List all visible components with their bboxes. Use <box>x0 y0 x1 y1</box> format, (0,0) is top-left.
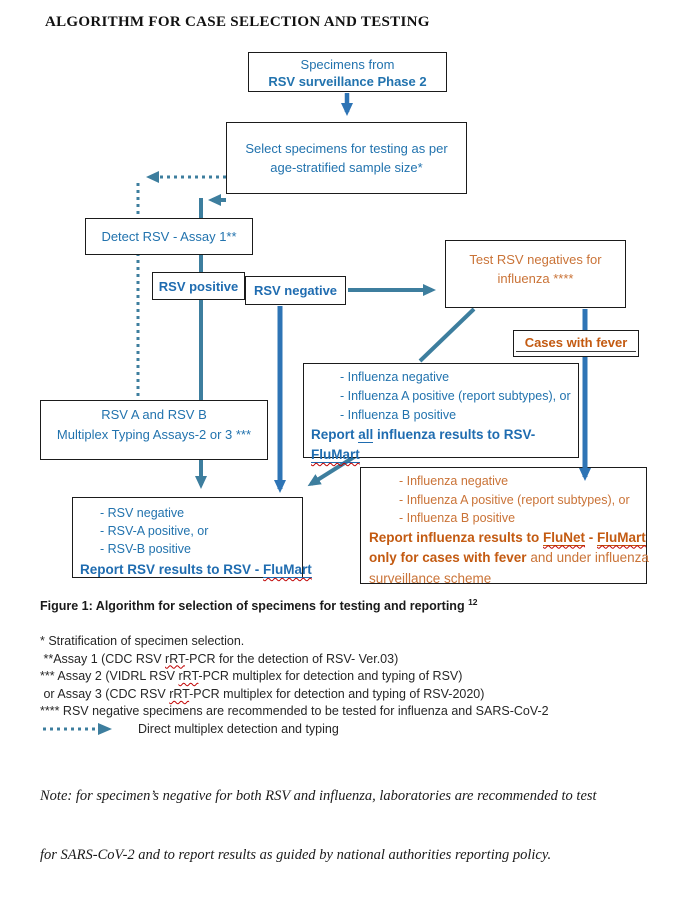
node-specimens <box>248 52 447 92</box>
flu-blue-bullet-1: - Influenza negative <box>340 370 450 384</box>
node-detect-rsv <box>85 218 253 255</box>
node-select-line2: age-stratified sample size* <box>270 160 423 175</box>
node-report-rsv-results <box>72 497 312 578</box>
footnote-line-5: **** RSV negative specimens are recommended to be tested for influenza and SARS-CoV-2 <box>40 704 549 719</box>
node-specimens-line1: Specimens from <box>300 57 395 72</box>
footnote-line-3: *** Assay 2 (VIDRL RSV rRT-PCR multiplex for detection and typing of RSV) <box>40 669 463 684</box>
flu-orange-bullet-3: - Influenza B positive <box>399 511 516 525</box>
rsv-report-line: Report RSV results to RSV - FluMart <box>80 562 312 577</box>
node-select-specimens <box>226 122 467 194</box>
multiplex-line1: RSV A and RSV B <box>101 407 207 422</box>
footnote-line-2: **Assay 1 (CDC RSV rRT-PCR for the detection of RSV- Ver.03) <box>40 651 399 666</box>
node-rsv-negative <box>245 276 346 305</box>
flumart-link-text: FluMart <box>597 529 646 545</box>
test-negatives-line2: influenza **** <box>497 271 574 286</box>
flu-orange-bullet-2: - Influenza A positive (report subtypes), or <box>399 492 630 507</box>
rsv-report-bullet-2: - RSV-A positive, or <box>100 524 209 538</box>
node-select-line1: Select specimens for testing as per <box>245 141 448 156</box>
note-text <box>40 748 597 904</box>
flu-blue-report-line2 <box>304 445 578 465</box>
dotted-arrow-icon <box>40 722 126 736</box>
flu-blue-bullet-3: - Influenza B positive <box>340 408 457 422</box>
underline-all: all <box>358 427 374 442</box>
node-multiplex-typing <box>40 400 268 460</box>
flumart-link-text: FluMart <box>263 562 312 577</box>
legend-row <box>40 722 339 736</box>
cases-fever-label: Cases with fever <box>516 335 637 352</box>
rsv-report-bullet-1: - RSV negative <box>100 506 185 520</box>
footnote-line-1: * Stratification of specimen selection. <box>40 634 245 648</box>
flu-orange-report-line1: Report influenza results to FluNet - FluMart <box>369 529 646 545</box>
note-line-1: Note: for specimen’s negative for both RSV and influenza, laboratories are recommended to test <box>40 788 597 804</box>
flu-blue-report-line1: Report all influenza results to RSV- <box>311 427 536 442</box>
node-cases-with-fever <box>513 330 639 357</box>
line-flutest-to-bluebox <box>420 309 474 361</box>
rsv-report-bullet-3: - RSV-B positive <box>100 542 192 556</box>
test-negatives-line1: Test RSV negatives for <box>469 252 602 267</box>
node-test-rsv-negatives <box>445 240 626 308</box>
flu-blue-bullet-2: - Influenza A positive (report subtypes), or <box>340 389 571 403</box>
node-rsv-positive <box>152 272 245 300</box>
flu-orange-report-line2: only for cases with fever and under influenza <box>369 550 649 565</box>
flu-orange-bullet-1: - Influenza negative <box>399 474 509 488</box>
flunet-link-text: FluNet <box>543 529 586 545</box>
flu-orange-report-line3: surveillance scheme <box>369 570 492 586</box>
multiplex-line2: Multiplex Typing Assays-2 or 3 *** <box>56 427 252 442</box>
node-influenza-results-all <box>303 363 579 462</box>
note-line-2: for SARS-CoV-2 and to report results as guided by national authorities reporting policy. <box>40 846 552 863</box>
rsv-positive-label: RSV positive <box>158 278 239 294</box>
legend-label: Direct multiplex detection and typing <box>138 722 339 736</box>
page-title: ALGORITHM FOR CASE SELECTION AND TESTING <box>45 14 430 30</box>
node-detect-label: Detect RSV - Assay 1** <box>101 229 237 244</box>
node-report-influenza-fever <box>360 467 647 584</box>
node-specimens-line2: RSV surveillance Phase 2 <box>268 74 427 89</box>
caption-superscript: 12 <box>468 597 478 607</box>
figure-caption: Figure 1: Algorithm for selection of specimens for testing and reporting $^{12}$ <box>40 597 478 614</box>
footnotes-block <box>40 633 549 721</box>
rsv-negative-label: RSV negative <box>253 283 338 298</box>
footnote-line-4: or Assay 3 (CDC RSV rRT-PCR multiplex for detection and typing of RSV-2020) <box>40 686 485 701</box>
flumart-link-text: FluMart <box>311 447 360 462</box>
